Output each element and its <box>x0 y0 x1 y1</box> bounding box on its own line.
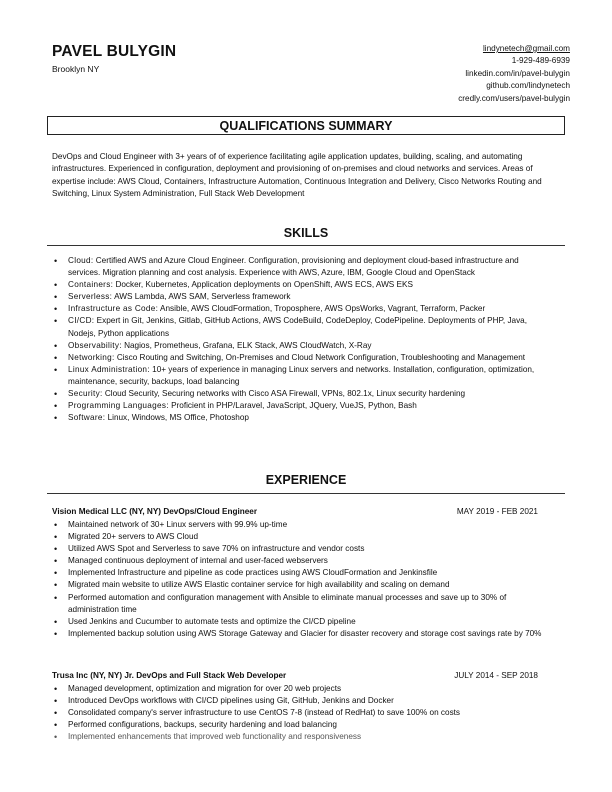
job-bullet: • Managed continuous deployment of internal and user-faced webservers <box>52 555 550 567</box>
github-link[interactable]: github.com/lindynetech <box>486 81 570 91</box>
skills-list <box>52 255 552 424</box>
job-dates: MAY 2019 - FEB 2021 <box>456 507 538 516</box>
job-bullets <box>52 519 550 640</box>
skills-heading: SKILLS <box>283 226 329 240</box>
linkedin-link[interactable]: linkedin.com/in/pavel-bulygin <box>465 68 570 78</box>
skill-category: CI/CD: <box>68 316 95 326</box>
job-header <box>52 507 538 516</box>
job-bullet: • Implemented Infrastructure and pipeline as code practices using AWS CloudFormation and Jenkinsfile <box>52 567 550 579</box>
skill-text: Cisco Routing and Switching, On-Premises and Cloud Network Configuration, Troubleshooting and Management <box>116 352 526 362</box>
job-bullet: • Migrated main website to utilize AWS Elastic container service for high availability and scaling on demand <box>52 579 550 591</box>
job-bullet: • Performed automation and configuration management with Ansible to eliminate manual processes and save up to 30% of administration time <box>52 592 550 616</box>
skill-category: Programming Languages: <box>68 401 169 411</box>
skill-item <box>52 412 552 424</box>
email-link[interactable]: lindynetech@gmail.com <box>482 44 570 53</box>
candidate-location: Brooklyn NY <box>52 64 100 74</box>
job-role: Jr. DevOps and Full Stack Web Developer <box>124 671 287 680</box>
summary-heading: QUALIFICATIONS SUMMARY <box>47 116 565 135</box>
job-bullet: • Migrated 20+ servers to AWS Cloud <box>52 531 550 543</box>
skill-text: Cloud Security, Securing networks with Cisco ASA Firewall, VPNs, 802.1x, Linux security hardening <box>104 389 466 399</box>
job-bullet: • Performed configurations, backups, security hardening and load balancing <box>52 719 550 731</box>
job-company: Vision Medical LLC (NY, NY) <box>52 507 162 516</box>
job-bullet: • Implemented enhancements that improved web functionality and responsiveness <box>52 731 550 743</box>
skill-category: Software: <box>68 413 106 423</box>
job-header <box>52 671 538 680</box>
skill-text: Docker, Kubernetes, Application deployments on OpenShift, AWS ECS, AWS EKS <box>115 280 413 290</box>
job-bullet: • Managed development, optimization and migration for over 20 web projects <box>52 683 550 695</box>
skill-category: Infrastructure as Code: <box>68 304 159 314</box>
job-bullet: • Maintained network of 30+ Linux servers with 99.9% up-time <box>52 519 550 531</box>
skill-item <box>52 315 552 339</box>
job-bullet: • Implemented backup solution using AWS Storage Gateway and Glacier for disaster recovery and storage cost savings rate by 70% <box>52 628 550 640</box>
job-company: Trusa Inc (NY, NY) <box>52 671 123 680</box>
skill-text: Ansible, AWS CloudFormation, Troposphere, AWS OpsWorks, Vagrant, Terraform, Packer <box>160 304 486 314</box>
skill-category: Containers: <box>68 280 114 290</box>
skills-divider <box>47 245 565 246</box>
skill-category: Serverless: <box>68 292 113 302</box>
skill-category: Linux Administration: <box>68 364 150 374</box>
skill-text: Proficient in PHP/Laravel, JavaScript, JQuery, VueJS, Python, Bash <box>171 401 417 411</box>
job-bullet: • Used Jenkins and Cucumber to automate tests and optimize the CI/CD pipeline <box>52 616 550 628</box>
skill-item <box>52 291 552 303</box>
skill-text: AWS Lambda, AWS SAM, Serverless framework <box>114 292 291 302</box>
job-bullet: • Utilized AWS Spot and Serverless to save 70% on infrastructure and vendor costs <box>52 543 550 555</box>
job-bullets <box>52 683 550 743</box>
contact-block <box>458 43 570 105</box>
phone-number: 1-929-489-6939 <box>511 56 570 66</box>
skill-item <box>52 303 552 315</box>
job-bullet: • Consolidated company's server infrastructure to use CentOS 7-8 (instead of RedHat) to save 100% on costs <box>52 707 550 719</box>
skill-text: Linux, Windows, MS Office, Photoshop <box>107 413 249 423</box>
job-role: DevOps/Cloud Engineer <box>163 507 258 516</box>
skill-item <box>52 388 552 400</box>
skill-item <box>52 340 552 352</box>
skill-category: Observability: <box>68 340 122 350</box>
skill-item <box>52 352 552 364</box>
job-dates: JULY 2014 - SEP 2018 <box>454 671 538 680</box>
skill-item <box>52 255 552 279</box>
experience-divider <box>47 493 565 494</box>
skill-category: Networking: <box>68 352 115 362</box>
skill-category: Cloud: <box>68 256 94 265</box>
skill-text: Nagios, Prometheus, Grafana, ELK Stack, AWS CloudWatch, X-Ray <box>124 340 372 350</box>
skill-category: Security: <box>68 389 103 399</box>
skill-text: Certified AWS and Azure Cloud Engineer. Configuration, provisioning and deployment cloud-based infrastructure and services. Migration planning and cost analysis. Experience with AWS, Azure, IBM, Google Cloud and OpenStack <box>68 256 519 278</box>
skill-text: Expert in Git, Jenkins, Gitlab, GitHub Actions, AWS CodeBuild, CodeDeploy, CodePipeline. Deployments of PHP, Java, Nodejs, Python applications <box>68 316 528 338</box>
candidate-name: PAVEL BULYGIN <box>52 43 177 60</box>
skill-item <box>52 279 552 291</box>
summary-text: DevOps and Cloud Engineer with 3+ years of of experience facilitating agile application updates, building, scaling, and automating infrastructures. Experienced in configuration, deployment and provisioning of on-premises and cloud networks and services. Areas of expertise include: AWS Cloud, Containers, Infrastructure Automation, Continuous Integration and Delivery, Cisco Networks Routing and Switching, Linux System Administration, Full Stack Web Development <box>52 152 542 199</box>
job-bullet: • Introduced DevOps workflows with CI/CD pipelines using Git, GitHub, Jenkins and Docker <box>52 695 550 707</box>
skill-item <box>52 400 552 412</box>
skill-text: 10+ years of experience in managing Linux servers and networks. Installation, configuration, optimization, maintenance, security, backups, load balancing <box>68 364 535 386</box>
credly-link[interactable]: credly.com/users/pavel-bulygin <box>458 93 570 103</box>
skill-item <box>52 364 552 388</box>
experience-heading: EXPERIENCE <box>265 473 347 487</box>
